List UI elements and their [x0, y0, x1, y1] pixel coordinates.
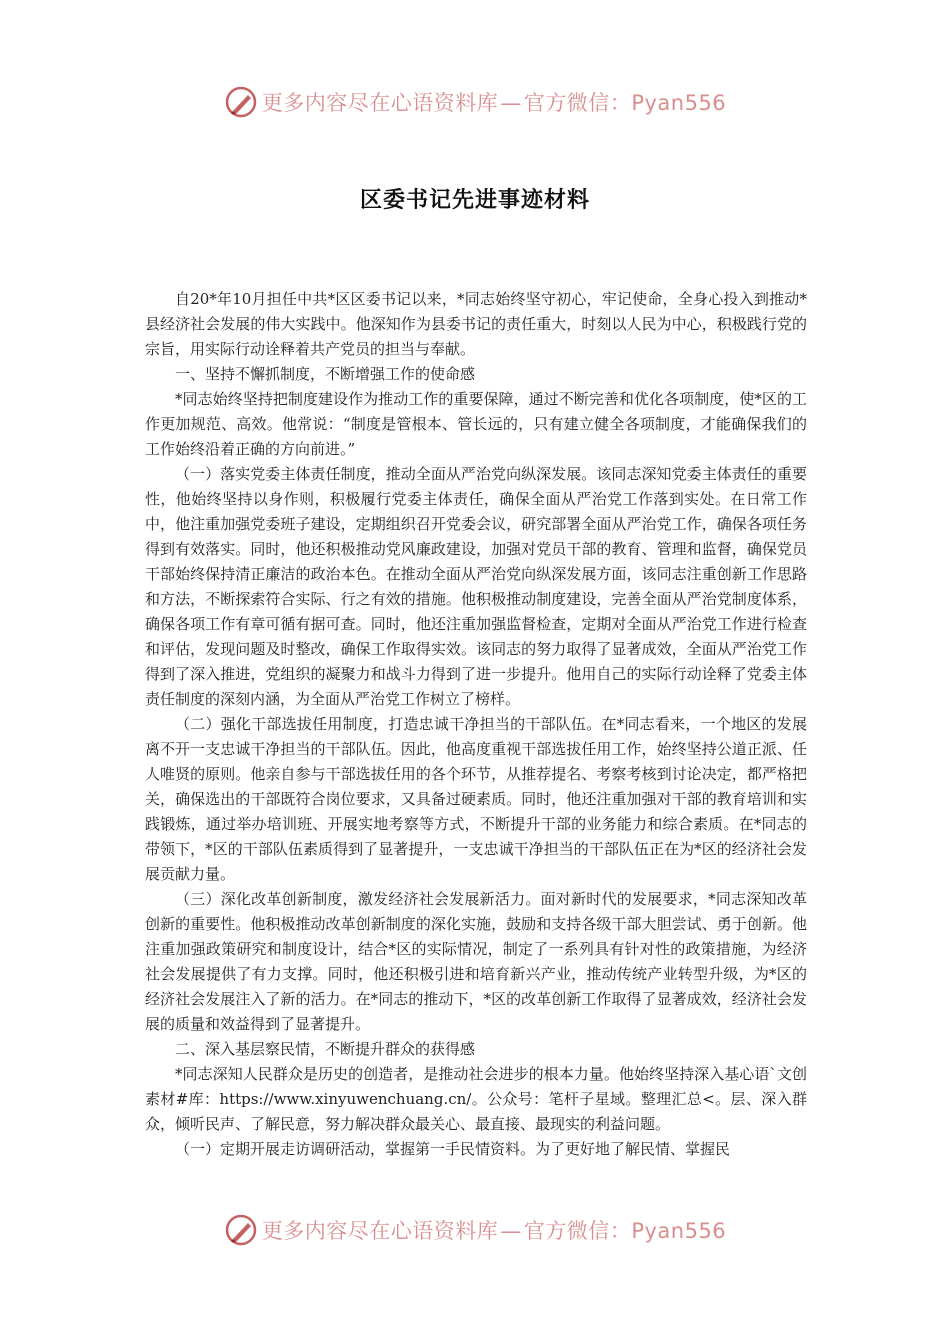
document-body	[145, 287, 807, 1162]
pen-logo-icon	[224, 85, 258, 119]
section-heading: 二、深入基层察民情，不断提升群众的获得感	[175, 1040, 476, 1058]
body-paragraph: （三）深化改革创新制度，激发经济社会发展新活力。面对新时代的发展要求，*同志深知改革创新的重要性。他积极推动改革创新制度的深化实施，鼓励和支持各级干部大胆尝试、勇于创新。他注重加强政策研究和制度设计，结合*区的实际情况，制定了一系列具有针对性的政策措施，为经济社会发展提供了有力支撑。同时，他还积极引进和培育新兴产业，推动传统产业转型升级，为*区的经济社会发展注入了新的活力。在*同志的推动下，*区的改革创新工作取得了显著成效，经济社会发展的质量和效益得到了显著提升。	[145, 890, 807, 1033]
body-paragraph: *同志深知人民群众是历史的创造者，是推动社会进步的根本力量。他始终坚持深入基心语`文创素材#库：https://www.xinyuwenchuang.cn/。公众号：笔杆子星域。整理汇总<。层、深入群众，倾听民声、了解民意，努力解决群众最关心、最直接、最现实的利益问题。	[145, 1065, 807, 1133]
body-paragraph: 自20*年10月担任中共*区区委书记以来，*同志始终坚守初心，牢记使命，全身心投入到推动*县经济社会发展的伟大实践中。他深知作为县委书记的责任重大，时刻以人民为中心，积极践行党的宗旨，用实际行动诠释着共产党员的担当与奉献。	[145, 290, 807, 358]
footer-watermark-banner	[0, 1208, 950, 1252]
watermark-separator: —	[500, 91, 522, 115]
body-paragraph: （一）定期开展走访调研活动，掌握第一手民情资料。为了更好地了解民情、掌握民	[175, 1140, 731, 1158]
watermark-text	[262, 87, 726, 117]
watermark-wechat-id: Pyan556	[631, 91, 727, 115]
header-watermark-banner	[0, 80, 950, 124]
watermark-separator: —	[500, 1219, 522, 1243]
watermark-wechat-id: Pyan556	[631, 1219, 727, 1243]
watermark-wechat-label: 官方微信：	[523, 1219, 632, 1243]
body-paragraph: *同志始终坚持把制度建设作为推动工作的重要保障，通过不断完善和优化各项制度，使*区的工作更加规范、高效。他常说：“制度是管根本、管长远的，只有建立健全各项制度，才能确保我们的工作始终沿着正确的方向前进。”	[145, 390, 807, 458]
pen-logo-icon	[224, 1213, 258, 1247]
watermark-slogan: 更多内容尽在心语资料库	[261, 1219, 499, 1243]
document-title: 区委书记先进事迹材料	[359, 188, 590, 213]
section-heading: 一、坚持不懈抓制度，不断增强工作的使命感	[175, 365, 476, 383]
watermark-slogan: 更多内容尽在心语资料库	[261, 91, 499, 115]
watermark-text	[262, 1215, 726, 1245]
body-paragraph: （一）落实党委主体责任制度，推动全面从严治党向纵深发展。该同志深知党委主体责任的重要性，他始终坚持以身作则，积极履行党委主体责任，确保全面从严治党工作落到实处。在日常工作中，他注重加强党委班子建设，定期组织召开党委会议，研究部署全面从严治党工作，确保各项任务得到有效落实。同时，他还积极推动党风廉政建设，加强对党员干部的教育、管理和监督，确保党员干部始终保持清正廉洁的政治本色。在推动全面从严治党向纵深发展方面，该同志注重创新工作思路和方法，不断探索符合实际、行之有效的措施。他积极推动制度建设，完善全面从严治党制度体系，确保各项工作有章可循有据可查。同时，他还注重加强监督检查，定期对全面从严治党工作进行检查和评估，发现问题及时整改，确保工作取得实效。该同志的努力取得了显著成效，全面从严治党工作得到了深入推进，党组织的凝聚力和战斗力得到了进一步提升。他用自己的实际行动诠释了党委主体责任制度的深刻内涵，为全面从严治党工作树立了榜样。	[145, 465, 807, 708]
watermark-wechat-label: 官方微信：	[523, 91, 632, 115]
body-paragraph: （二）强化干部选拔任用制度，打造忠诚干净担当的干部队伍。在*同志看来，一个地区的发展离不开一支忠诚干净担当的干部队伍。因此，他高度重视干部选拔任用工作，始终坚持公道正派、任人唯贤的原则。他亲自参与干部选拔任用的各个环节，从推荐提名、考察考核到讨论决定，都严格把关，确保选出的干部既符合岗位要求，又具备过硬素质。同时，他还注重加强对干部的教育培训和实践锻炼，通过举办培训班、开展实地考察等方式，不断提升干部的业务能力和综合素质。在*同志的带领下，*区的干部队伍素质得到了显著提升，一支忠诚干净担当的干部队伍正在为*区的经济社会发展贡献力量。	[145, 715, 807, 883]
